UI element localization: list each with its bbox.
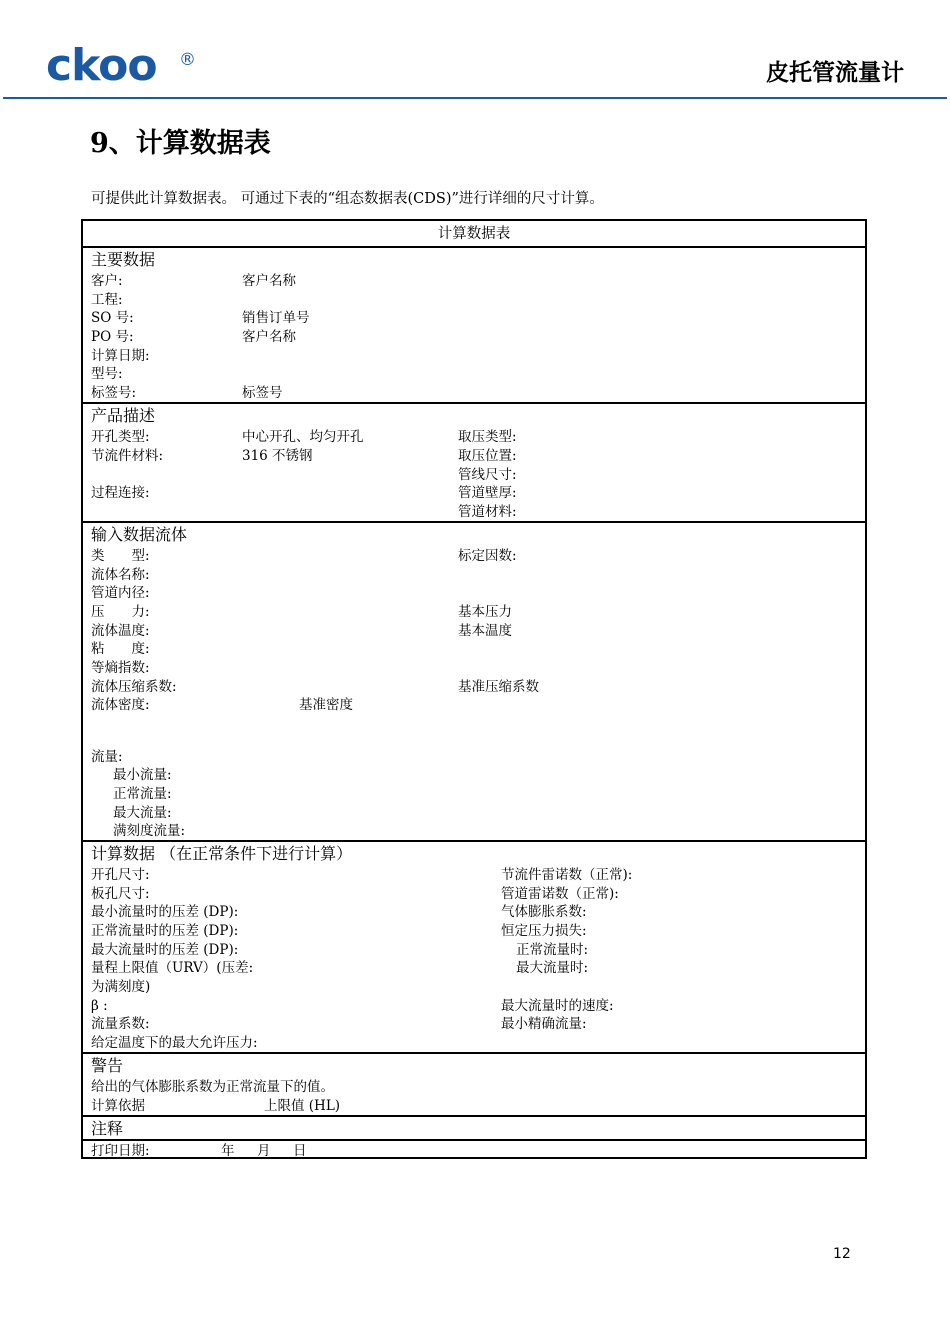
brand-logo [46, 38, 196, 94]
header-rule [3, 97, 947, 99]
intro-text: 可提供此计算数据表。 可通过下表的“组态数据表(CDS)”进行详细的尺寸计算。 [91, 191, 604, 207]
project-label: 工程: [91, 292, 123, 308]
registered-mark: ® [179, 50, 196, 70]
base-pressure-label: 基本压力 [458, 604, 512, 620]
min-flow-label: 最小流量: [113, 767, 172, 783]
calculation-basis-value: 上限值 (HL) [264, 1098, 341, 1114]
divider [83, 840, 865, 842]
type-label: 类 型: [91, 548, 150, 564]
urv-label-continued: 为满刻度) [91, 979, 151, 995]
pipe-wall-label: 管道壁厚: [458, 485, 517, 501]
full-scale-flow-label: 满刻度流量: [113, 823, 186, 839]
expansion-factor-label: 气体膨胀系数: [501, 904, 587, 920]
divider [83, 402, 865, 404]
po-value: 客户名称 [242, 329, 296, 345]
bore-type-label: 开孔类型: [91, 429, 150, 445]
tap-type-label: 取压类型: [458, 429, 517, 445]
model-label: 型号: [91, 366, 123, 382]
divider [83, 1139, 865, 1141]
tap-location-label: 取压位置: [458, 448, 517, 464]
loss-at-normal-label: 正常流量时: [516, 942, 589, 958]
customer-label: 客户: [91, 273, 123, 289]
day-label: 日 [293, 1143, 307, 1159]
density-label: 流体密度: [91, 697, 150, 713]
table-caption: 计算数据表 [437, 226, 511, 242]
divider [83, 1052, 865, 1054]
month-label: 月 [257, 1143, 271, 1159]
pressure-label: 压 力: [91, 604, 150, 620]
max-allowed-pressure-label: 给定温度下的最大允许压力: [91, 1035, 258, 1051]
warning-heading: 警告 [91, 1056, 124, 1075]
year-label: 年 [221, 1143, 235, 1159]
pipe-size-label: 管线尺寸: [458, 467, 517, 483]
viscosity-label: 粘 度: [91, 641, 150, 657]
section-title: 9、计算数据表 [90, 128, 271, 159]
isentropic-label: 等熵指数: [91, 660, 150, 676]
notes-heading: 注释 [91, 1119, 124, 1138]
fluid-name-label: 流体名称: [91, 567, 150, 583]
print-date-label: 打印日期: [91, 1143, 150, 1159]
dp-normal-label: 正常流量时的压差 (DP): [91, 923, 239, 939]
base-temperature-label: 基本温度 [458, 623, 512, 639]
document-title: 皮托管流量计 [766, 60, 904, 86]
flow-coefficient-label: 流量系数: [91, 1016, 150, 1032]
so-value: 销售订单号 [242, 310, 310, 326]
calc-heading: 计算数据 （在正常条件下进行计算） [91, 844, 353, 863]
bore-type-value: 中心开孔、均匀开孔 [242, 429, 364, 445]
customer-value: 客户名称 [242, 273, 296, 289]
dp-max-label: 最大流量时的压差 (DP): [91, 942, 239, 958]
max-velocity-label: 最大流量时的速度: [501, 998, 614, 1014]
divider [83, 521, 865, 523]
pipe-material-label: 管道材料: [458, 504, 517, 520]
pipe-reynolds-label: 管道雷诺数（正常): [501, 886, 619, 902]
so-label: SO 号: [91, 310, 134, 326]
temperature-label: 流体温度: [91, 623, 150, 639]
tag-value: 标签号 [242, 385, 283, 401]
process-connection-label: 过程连接: [91, 485, 150, 501]
max-flow-label: 最大流量: [113, 805, 172, 821]
bore-size-label: 开孔尺寸: [91, 867, 150, 883]
po-label: PO 号: [91, 329, 134, 345]
reference-density-label: 基准密度 [299, 697, 353, 713]
product-heading: 产品描述 [91, 406, 156, 425]
tag-label: 标签号: [91, 385, 137, 401]
beta-label: β : [91, 998, 108, 1014]
min-accurate-flow-label: 最小精确流量: [501, 1016, 587, 1032]
dp-min-label: 最小流量时的压差 (DP): [91, 904, 239, 920]
divider [83, 1115, 865, 1117]
urv-label: 量程上限值（URV）(压差: [91, 960, 254, 976]
normal-flow-label: 正常流量: [113, 786, 172, 802]
warning-text: 给出的气体膨胀系数为正常流量下的值。 [91, 1079, 334, 1095]
calculation-basis-label: 计算依据 [91, 1098, 145, 1114]
permanent-loss-label: 恒定压力损失: [501, 923, 587, 939]
calibration-factor-label: 标定因数: [458, 548, 517, 564]
pipe-id-label: 管道内径: [91, 585, 150, 601]
flow-label: 流量: [91, 749, 123, 765]
plate-size-label: 板孔尺寸: [91, 886, 150, 902]
calculation-data-sheet [81, 219, 867, 1159]
divider [83, 246, 865, 248]
ref-compressibility-label: 基准压缩系数 [458, 679, 539, 695]
compressibility-label: 流体压缩系数: [91, 679, 177, 695]
loss-at-max-label: 最大流量时: [516, 960, 589, 976]
element-material-label: 节流件材料: [91, 448, 164, 464]
input-heading: 输入数据流体 [91, 525, 188, 544]
calc-date-label: 计算日期: [91, 348, 150, 364]
logo-text: ckoo [46, 40, 157, 91]
element-material-value: 316 不锈钢 [242, 448, 313, 464]
main-data-heading: 主要数据 [91, 250, 156, 269]
page-number: 12 [833, 1246, 851, 1262]
element-reynolds-label: 节流件雷诺数（正常): [501, 867, 633, 883]
